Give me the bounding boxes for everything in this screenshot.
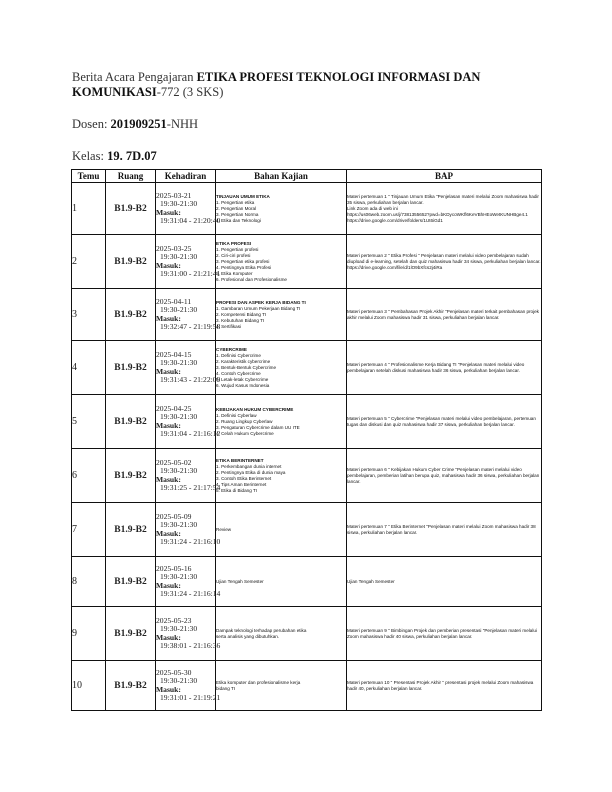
cell-bap: [347, 503, 542, 557]
kajian-line: 2. Karakteristik cybercrime: [216, 358, 271, 364]
kajian-line: 4. Etika dan Teknologi: [216, 217, 261, 223]
table-row: [72, 341, 542, 395]
table-row: [72, 449, 542, 503]
table-row: [72, 557, 542, 607]
cell-kehadiran: [156, 557, 221, 607]
bap-paragraph: Materi pertemuan 9 " Bimbingan Projek dan pemberian presentasi "Penjelasan materi melalui Zoom mahasiswa hadir 40 siswa, perkuliahan berjalan lancar.: [347, 627, 537, 639]
table-row: [72, 661, 542, 711]
cell-temu: 8: [72, 557, 106, 607]
attendance-time: 19:31:24 - 21:16:10: [160, 536, 221, 546]
attendance-time: 19:31:43 - 21:22:09: [160, 374, 221, 384]
attendance-time: 19:31:25 - 21:17:54: [160, 482, 221, 492]
cell-temu: 9: [72, 607, 106, 661]
kajian-line: 2. Ruang Lingkup Cyberlaw: [216, 418, 273, 424]
kajian-line: 4. Sertifikasi: [216, 323, 242, 329]
table-row: [72, 395, 542, 449]
kajian-line: 2. Ciri-ciri profesi: [216, 252, 251, 258]
course-line: [72, 70, 542, 100]
kajian-line: PROFESI DAN ASPEK KERJA BIDANG TI: [216, 299, 306, 305]
session-time: 19:30-21:30: [160, 412, 198, 422]
kajian-line: 5. Etika Komputer: [216, 270, 253, 276]
table-header-row: [72, 170, 542, 183]
bap-paragraph: Materi pertemuan 1 " Tinjauan Umum Etika "Penjelasan materi melalui Zoom mahasiswa hadir 35 siswa, perkuliahan berjalan lancar.: [347, 193, 539, 205]
session-time: 19:30-21:30: [160, 252, 198, 262]
course-suffix: -772 (3 SKS): [156, 85, 224, 99]
bap-paragraph: https://drive.google.com/file/d/1lO9bXfcs2j4iRa: [347, 264, 443, 270]
session-time: 19:30-21:30: [160, 305, 198, 315]
kelas-value: 19. 7D.07: [107, 149, 157, 163]
cell-kehadiran: [156, 395, 221, 449]
masuk-label: Masuk:: [156, 580, 181, 590]
session-date: 2025-03-25: [156, 243, 192, 253]
cell-bahan-kajian: [216, 341, 347, 395]
kajian-line: Etika komputer dan profesionalisme kerja: [216, 679, 301, 685]
bap-paragraph: Materi pertemuan 6 " Kebijakan Hukum Cyber Crime "Penjelasan materi melalui video pembelajaran, pemberian latihan berupa quiz, mahasiswa hadir 36 siswa, perkuliahan berjalan lancar.: [347, 466, 540, 484]
cell-temu: 2: [72, 235, 106, 289]
kajian-line: 6. Wujud Kasus Indonesia: [216, 382, 270, 388]
session-time: 19:30-21:30: [160, 466, 198, 476]
kajian-line: ETIKA PROFESI: [216, 240, 252, 246]
cell-bap: [347, 235, 542, 289]
kajian-line: 4. Tips Aman Berinternet: [216, 481, 267, 487]
cell-bahan-kajian: [216, 289, 347, 341]
cell-temu: 3: [72, 289, 106, 341]
cell-ruang: B1.9-B2: [106, 661, 156, 711]
cell-temu: 4: [72, 341, 106, 395]
cell-ruang: B1.9-B2: [106, 503, 156, 557]
kajian-line: Ujian Tengah Semester: [216, 578, 264, 584]
cell-ruang: B1.9-B2: [106, 235, 156, 289]
session-date: 2025-05-30: [156, 667, 192, 677]
table-row: [72, 503, 542, 557]
kajian-line: 1. Pengertian etika: [216, 199, 255, 205]
cell-ruang: B1.9-B2: [106, 395, 156, 449]
kajian-line: 3. Contoh Etika Berinternet: [216, 475, 272, 481]
masuk-label: Masuk:: [156, 260, 181, 270]
course-title: ETIKA PROFESI TEKNOLOGI INFORMASI DAN KOMUNIKASI: [72, 70, 481, 99]
kajian-line: 3. Pengertian etika profesi: [216, 258, 270, 264]
session-time: 19:30-21:30: [160, 624, 198, 634]
cell-ruang: B1.9-B2: [106, 557, 156, 607]
session-date: 2025-05-09: [156, 511, 192, 521]
kajian-line: CYBERCRIME: [216, 346, 247, 352]
masuk-label: Masuk:: [156, 420, 181, 430]
table-row: [72, 183, 542, 235]
title-prefix: Berita Acara Pengajaran: [72, 70, 197, 84]
cell-bap: [347, 183, 542, 235]
cell-bahan-kajian: [216, 607, 347, 661]
cell-ruang: B1.9-B2: [106, 289, 156, 341]
cell-temu: 6: [72, 449, 106, 503]
masuk-label: Masuk:: [156, 632, 181, 642]
kajian-line: 1. Definisi Cybercrime: [216, 352, 261, 358]
kajian-line: 1. Gambaran Umum Pekerjaan Bidang TI: [216, 305, 301, 311]
cell-bap: [347, 557, 542, 607]
kajian-line: Dampak teknologi terhadap perubahan etika: [216, 627, 307, 633]
kajian-line: TINJAUAN UMUM ETIKA: [216, 193, 270, 199]
kelas-line: [72, 149, 542, 164]
masuk-label: Masuk:: [156, 528, 181, 538]
col-header-kehadiran: Kehadiran: [156, 170, 216, 183]
kajian-line: 3. Kebutuhan Bidang TI: [216, 317, 265, 323]
cell-kehadiran: [156, 449, 221, 503]
kajian-line: 5. Etika di Bidang TI: [216, 487, 258, 493]
kajian-line: 4. Celah Hukum Cybercrime: [216, 430, 274, 436]
kajian-line: 2. Pengertian Moral: [216, 205, 257, 211]
col-header-bap: BAP: [347, 170, 542, 183]
masuk-label: Masuk:: [156, 207, 181, 217]
cell-kehadiran: [156, 503, 221, 557]
kajian-line: 4. Contoh Cybercrime: [216, 370, 261, 376]
cell-kehadiran: [156, 183, 221, 235]
attendance-time: 19:31:00 - 21:21:41: [160, 268, 221, 278]
bap-paragraph: Materi pertemuan 7 " Etika Berinternet "Penjelasan materi melalui Zoom mahasiswa hadir 38 siswa, perkuliahan berjalan lancar.: [347, 523, 536, 535]
kajian-line: ETIKA BERINTERNET: [216, 457, 264, 463]
kajian-line: 1. Definisi Cyberlaw: [216, 412, 257, 418]
session-date: 2025-04-25: [156, 403, 192, 413]
bap-paragraph: Materi pertemuan 3 " Pembahasan Projek Akhir "Penjelasan materi terkait pembahasan projek akhir melalui Zoom mahasiswa hadir 31 siswa, perkuliahan berjalan lancar.: [347, 308, 539, 320]
attendance-time: 19:31:01 - 21:19:21: [160, 692, 221, 702]
table-row: [72, 607, 542, 661]
table-row: [72, 289, 542, 341]
cell-bahan-kajian: [216, 235, 347, 289]
cell-bap: [347, 449, 542, 503]
col-header-ruang: Ruang: [106, 170, 156, 183]
cell-temu: 1: [72, 183, 106, 235]
cell-ruang: B1.9-B2: [106, 341, 156, 395]
kajian-line: Review: [216, 526, 232, 532]
kajian-line: bidang TI: [216, 685, 236, 691]
bap-paragraph: Materi pertemuan 2 " Etika Profesi " Penjelasan materi melalui video pembelajaran sudah diupload di e-learning, setelah dan quiz mahasiswa hadir 34 siswa, perkuliahan berjalan lancar.: [347, 252, 541, 264]
bap-paragraph: Materi pertemuan 10 " Presentasi Projek Akhir " presentasi projek melalui Zoom mahasiswa hadir 40, perkuliahan berjalan lancar.: [347, 679, 534, 691]
cell-kehadiran: [156, 341, 221, 395]
session-date: 2025-05-02: [156, 457, 192, 467]
session-date: 2025-05-23: [156, 615, 192, 625]
kajian-line: 2. Pentingnya Etika di dunia maya: [216, 469, 286, 475]
attendance-time: 19:38:01 - 21:16:36: [160, 640, 221, 650]
document-header: [72, 70, 542, 181]
cell-bap: [347, 607, 542, 661]
cell-ruang: B1.9-B2: [106, 607, 156, 661]
cell-kehadiran: [156, 661, 221, 711]
session-time: 19:30-21:30: [160, 358, 198, 368]
cell-bahan-kajian: [216, 503, 347, 557]
cell-kehadiran: [156, 289, 221, 341]
bap-paragraph: https://us06web.zoom.us/j/7381355652?pwd=bKDycoWKfl6KeVBhHEoWetKUNHBge4.1: [347, 211, 528, 217]
kajian-line: 4. Pentingnya Etika Profesi: [216, 264, 272, 270]
attendance-time: 19:31:04 - 21:16:12: [160, 428, 221, 438]
kelas-label: Kelas:: [72, 149, 108, 163]
dosen-id: 201909251: [110, 117, 167, 131]
cell-bahan-kajian: [216, 183, 347, 235]
kajian-line: 6. Profesional dan Profesionalisme: [216, 276, 287, 282]
kajian-line: serta analisis yang dibutuhkan.: [216, 633, 280, 639]
session-time: 19:30-21:30: [160, 572, 198, 582]
masuk-label: Masuk:: [156, 366, 181, 376]
col-header-temu: Temu: [72, 170, 106, 183]
cell-ruang: B1.9-B2: [106, 449, 156, 503]
session-date: 2025-04-11: [156, 296, 192, 306]
kajian-line: 3. Pengertian Norma: [216, 211, 259, 217]
bap-paragraph: Materi pertemuan 5 " Cybercrime "Penjelasan materi melalui video pembelajaran, pertemuan tugas dan diskusi dan quiz mahasiswa hadir 37 siswa, perkuliahan berjalan lancar.: [347, 415, 536, 427]
session-date: 2025-04-15: [156, 349, 192, 359]
cell-temu: 10: [72, 661, 106, 711]
kajian-line: 2. Kompetensi Bidang TI: [216, 311, 267, 317]
kajian-line: 3. Bentuk-Bentuk Cybercrime: [216, 364, 276, 370]
cell-bahan-kajian: [216, 661, 347, 711]
session-time: 19:30-21:30: [160, 520, 198, 530]
bap-paragraph: Ujian Tengah Semester: [347, 578, 395, 584]
bap-paragraph: https://drive.google.com/drive/folders/1Ut6iGd1: [347, 217, 443, 223]
bap-table: [71, 169, 542, 711]
cell-bap: [347, 661, 542, 711]
cell-bap: [347, 341, 542, 395]
bap-paragraph: Materi pertemuan 4 " Profesionalisme Kerja Bidang TI "Penjelasan materi melalui video pembelajaran setelah diskusi mahasiswa hadir 36 siswa, perkuliahan berjalan lancar.: [347, 361, 525, 373]
session-time: 19:30-21:30: [160, 199, 198, 209]
dosen-line: [72, 117, 542, 132]
masuk-label: Masuk:: [156, 313, 181, 323]
bap-paragraph: Link Zoom ada di web ini: [347, 205, 398, 211]
masuk-label: Masuk:: [156, 474, 181, 484]
cell-bap: [347, 395, 542, 449]
dosen-suffix: -NHH: [166, 117, 199, 131]
cell-bap: [347, 289, 542, 341]
cell-temu: 5: [72, 395, 106, 449]
attendance-time: 19:31:04 - 21:20:40: [160, 215, 221, 225]
cell-kehadiran: [156, 235, 221, 289]
cell-kehadiran: [156, 607, 221, 661]
cell-ruang: B1.9-B2: [106, 183, 156, 235]
kajian-line: KEBIJAKAN HUKUM CYBERCRIME: [216, 406, 294, 412]
kajian-line: 3. Pengaturan Cybercrime dalam UU ITE: [216, 424, 300, 430]
attendance-time: 19:32:47 - 21:19:58: [160, 321, 221, 331]
kajian-line: 1. Perkembangan dunia internet: [216, 463, 282, 469]
masuk-label: Masuk:: [156, 684, 181, 694]
cell-bahan-kajian: [216, 449, 347, 503]
session-time: 19:30-21:30: [160, 676, 198, 686]
cell-bahan-kajian: [216, 557, 347, 607]
col-header-bahan-kajian: Bahan Kajian: [216, 170, 347, 183]
kajian-line: 5. Letak-letak Cybercrime: [216, 376, 269, 382]
kajian-line: 1. Pengertian profesi: [216, 246, 259, 252]
attendance-time: 19:31:24 - 21:16:14: [160, 588, 221, 598]
dosen-label: Dosen:: [72, 117, 111, 131]
session-date: 2025-03-21: [156, 190, 192, 200]
session-date: 2025-05-16: [156, 563, 192, 573]
cell-temu: 7: [72, 503, 106, 557]
table-row: [72, 235, 542, 289]
cell-bahan-kajian: [216, 395, 347, 449]
